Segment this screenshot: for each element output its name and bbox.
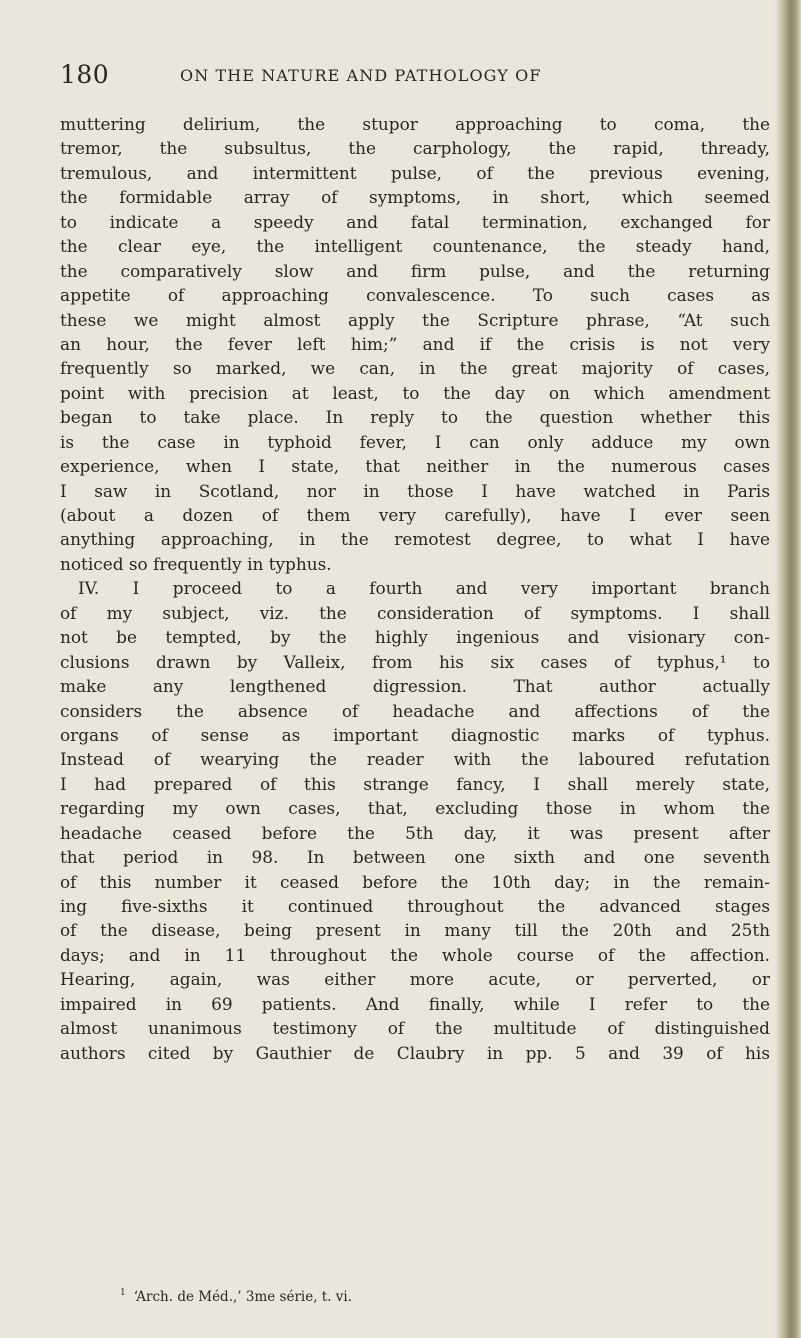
- text-line: is the case in typhoid fever, I can only adduce my own: [60, 431, 770, 452]
- text-line: the comparatively slow and firm pulse, and the returning: [60, 260, 770, 281]
- text-line: to indicate a speedy and fatal termination, exchanged for: [60, 211, 770, 232]
- text-line: that period in 98. In between one sixth and one seventh: [60, 847, 770, 868]
- text-line: almost unanimous testimony of the multitude of distinguished: [60, 1018, 770, 1039]
- text-line: of my subject, viz. the consideration of symptoms. I shall: [60, 602, 770, 623]
- page-number: 180: [60, 60, 110, 89]
- text-line: ing five-sixths it continued throughout the advanced stages: [60, 896, 770, 916]
- text-line: authors cited by Gauthier de Claubry in pp. 5 and 39 of his: [60, 1042, 770, 1063]
- text-line: tremor, the subsultus, the carphology, the rapid, thready,: [60, 138, 770, 159]
- text-line: of the disease, being present in many till the 20th and 25th: [60, 920, 770, 941]
- footnote-marker: 1: [120, 1288, 126, 1298]
- text-line: Hearing, again, was either more acute, or perverted, or: [60, 969, 770, 990]
- text-line: the formidable array of symptoms, in short, which seemed: [60, 187, 770, 208]
- text-line: frequently so marked, we can, in the great majority of cases,: [60, 358, 770, 379]
- text-line: I had prepared of this strange fancy, I shall merely state,: [60, 773, 770, 794]
- text-line: tremulous, and intermittent pulse, of the previous evening,: [60, 162, 770, 183]
- text-line: Instead of wearying the reader with the laboured refutation: [60, 749, 770, 770]
- text-line: days; and in 11 throughout the whole course of the affection.: [60, 944, 770, 965]
- text-line: clusions drawn by Valleix, from his six cases of typhus,¹ to: [60, 651, 770, 672]
- page-header: [60, 60, 760, 92]
- footnote: [120, 1288, 352, 1305]
- text-line: these we might almost apply the Scripture phrase, “At such: [60, 309, 770, 330]
- text-line: point with precision at least, to the day on which amendment: [60, 382, 770, 403]
- page-edge-shadow: [775, 0, 801, 1338]
- text-line: an hour, the fever left him;” and if the crisis is not very: [60, 333, 770, 354]
- text-line: regarding my own cases, that, excluding those in whom the: [60, 798, 770, 819]
- text-line: began to take place. In reply to the question whether this: [60, 407, 770, 428]
- text-line: appetite of approaching convalescence. To such cases as: [60, 285, 770, 306]
- text-line: I saw in Scotland, nor in those I have watched in Paris: [60, 480, 770, 501]
- text-line: noticed so frequently in typhus.: [60, 553, 332, 574]
- running-head: ON THE NATURE AND PATHOLOGY OF: [180, 66, 542, 85]
- text-line: muttering delirium, the stupor approaching to coma, the: [60, 114, 770, 134]
- footnote-text: ‘Arch. de Méd.,’ 3me série, t. vi.: [133, 1289, 353, 1305]
- body-text: [60, 112, 770, 1065]
- text-line: IV. I proceed to a fourth and very important branch: [78, 578, 770, 599]
- text-line: anything approaching, in the remotest degree, to what I have: [60, 529, 770, 550]
- text-line: experience, when I state, that neither in the numerous cases: [60, 456, 770, 477]
- text-line: organs of sense as important diagnostic marks of typhus.: [60, 724, 770, 745]
- text-line: of this number it ceased before the 10th day; in the remain-: [60, 871, 770, 892]
- text-line: headache ceased before the 5th day, it was present after: [60, 822, 770, 843]
- text-line: (about a dozen of them very carefully), have I ever seen: [60, 505, 770, 525]
- text-line: considers the absence of headache and affections of the: [60, 700, 770, 721]
- text-line: the clear eye, the intelligent countenance, the steady hand,: [60, 236, 770, 257]
- text-line: not be tempted, by the highly ingenious and visionary con-: [60, 627, 770, 648]
- text-line: make any lengthened digression. That author actually: [60, 676, 770, 697]
- text-line: impaired in 69 patients. And finally, while I refer to the: [60, 993, 770, 1014]
